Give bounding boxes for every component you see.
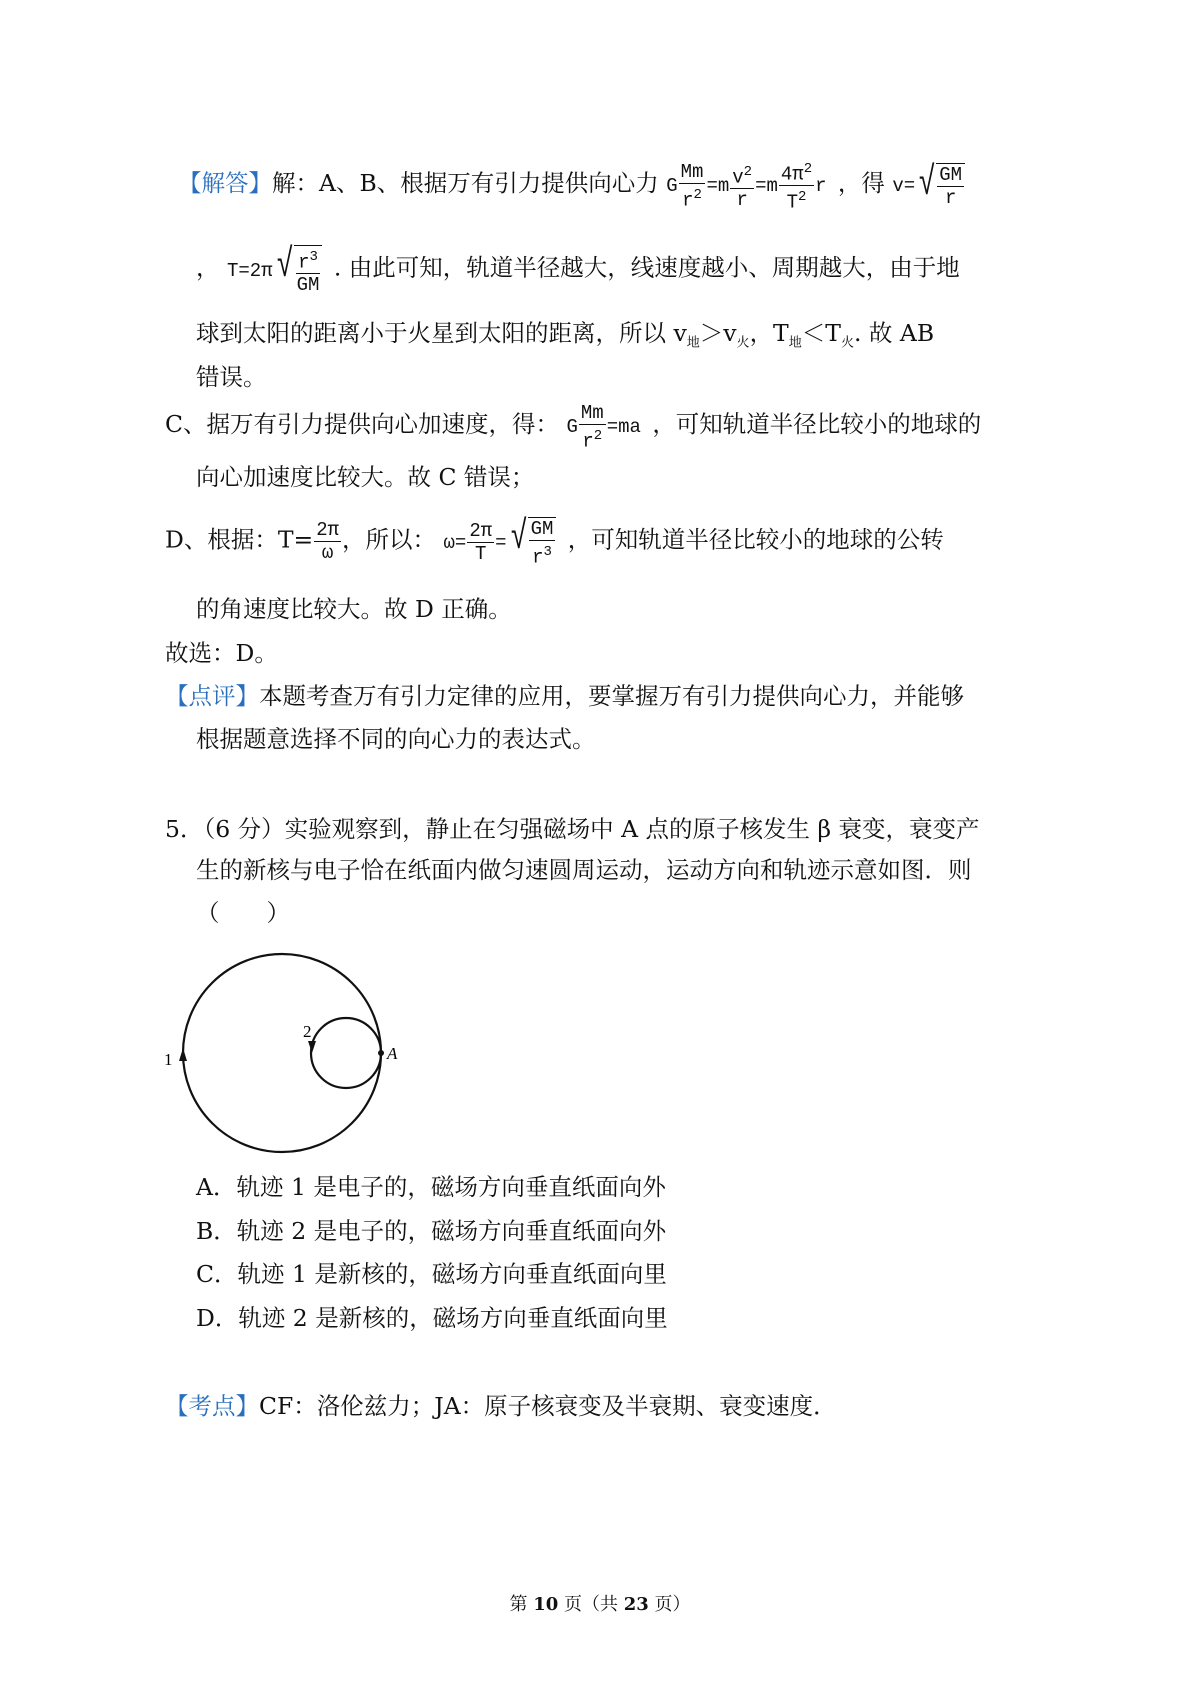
question-line-1: 5．（6 分）实验观察到，静止在匀强磁场中 A 点的原子核发生 β 衰变，衰变产 bbox=[165, 815, 980, 843]
formula-T: $\frac{2\pi}{\omega}$ bbox=[316, 518, 340, 564]
trajectory-1-circle bbox=[183, 954, 381, 1152]
kaodian-line: 【考点】CF：洛伦兹力；JA：原子核衰变及半衰期、衰变速度． bbox=[165, 1392, 837, 1420]
label-2: 2 bbox=[303, 1022, 312, 1041]
solution-c-line-1: C、据万有引力提供向心加速度，得： G $\frac{Mm}{r^2}$ =ma ，可知轨道半径比较小的地球的 bbox=[165, 402, 982, 453]
comment-tag: 【点评】 bbox=[165, 682, 259, 710]
comment-line-2: 根据题意选择不同的向心力的表达式。 bbox=[196, 725, 596, 753]
arrow-2-icon bbox=[308, 1041, 316, 1053]
solution-line-2: ， T=2π √ $\frac{r^3}{GM}$ . 由此可知，轨道半径越大，线速度越小、周期越大，由于地 bbox=[196, 244, 960, 297]
option-a: A．轨迹 1 是电子的，磁场方向垂直纸面向外 bbox=[196, 1173, 666, 1201]
formula-omega: ω= $\frac{2\pi}{T}$ = √ $\frac{GM}{r^3}$ bbox=[444, 532, 568, 554]
solution-d-line-1: D、根据：T= $\frac{2\pi}{\omega}$ ，所以： ω= $\frac{2\pi}{T}$ = √ $\frac{GM}{r^3}$ ，可知轨道半径比较小的地球的公转 bbox=[165, 516, 944, 569]
kaodian-tag: 【考点】 bbox=[165, 1392, 259, 1420]
solution-tag: 【解答】 bbox=[178, 168, 272, 197]
option-d: D．轨迹 2 是新核的，磁场方向垂直纸面向里 bbox=[196, 1304, 668, 1332]
solution-intro: 解：A、B、根据万有引力提供向心力 bbox=[272, 168, 659, 197]
label-1: 1 bbox=[164, 1050, 173, 1069]
solution-c-line-2: 向心加速度比较大。故 C 错误； bbox=[196, 463, 535, 491]
solution-d-line-2: 的角速度比较大。故 D 正确。 bbox=[196, 595, 512, 623]
comment-line-1: 【点评】本题考查万有引力定律的应用，要掌握万有引力提供向心力，并能够 bbox=[165, 682, 964, 710]
option-c: C．轨迹 1 是新核的，磁场方向垂直纸面向里 bbox=[196, 1260, 667, 1288]
solution-line-4: 错误。 bbox=[196, 363, 267, 391]
formula-period: T=2π √ $\frac{r^3}{GM}$ bbox=[227, 260, 334, 282]
label-A: A bbox=[387, 1044, 398, 1063]
trajectory-figure bbox=[155, 940, 415, 1170]
formula-velocity: v= √ $\frac{GM}{r}$ bbox=[892, 175, 965, 197]
solution-line-2-text: . 由此可知，轨道半径越大，线速度越小、周期越大，由于地 bbox=[333, 253, 960, 282]
page-footer: 第 10 页（共 23 页） bbox=[509, 1594, 691, 1615]
question-line-2: 生的新核与电子恰在纸面内做匀速圆周运动，运动方向和轨迹示意如图．则 bbox=[196, 856, 972, 884]
solution-line-1: 【解答】解：A、B、根据万有引力提供向心力 G $\frac{Mm}{r^2}$ =m $\frac{v^2}{r}$ =m $\frac{4\pi^2}{T^2}$ r ，得 v= √ $\frac{GM}{r}$ bbox=[178, 158, 965, 214]
page-total: 23 bbox=[623, 1594, 649, 1615]
page-number: 10 bbox=[533, 1594, 559, 1615]
solution-line-3: 球到太阳的距离小于火星到太阳的距离，所以 $v_地>v_火$，$T_地<T_火$. 故 AB bbox=[196, 319, 935, 351]
formula-acceleration: G $\frac{Mm}{r^2}$ =ma bbox=[566, 402, 641, 453]
trajectory-2-circle bbox=[311, 1018, 381, 1088]
point-A-dot bbox=[378, 1050, 384, 1056]
formula-gravity-centripetal: G $\frac{Mm}{r^2}$ =m $\frac{v^2}{r}$ =m $\frac{4\pi^2}{T^2}$ r bbox=[666, 175, 838, 197]
solution-choice: 故选：D。 bbox=[165, 639, 278, 667]
option-b: B．轨迹 2 是电子的，磁场方向垂直纸面向外 bbox=[196, 1217, 667, 1245]
arrow-1-icon bbox=[179, 1048, 187, 1061]
question-line-3: （ ） bbox=[196, 899, 290, 927]
